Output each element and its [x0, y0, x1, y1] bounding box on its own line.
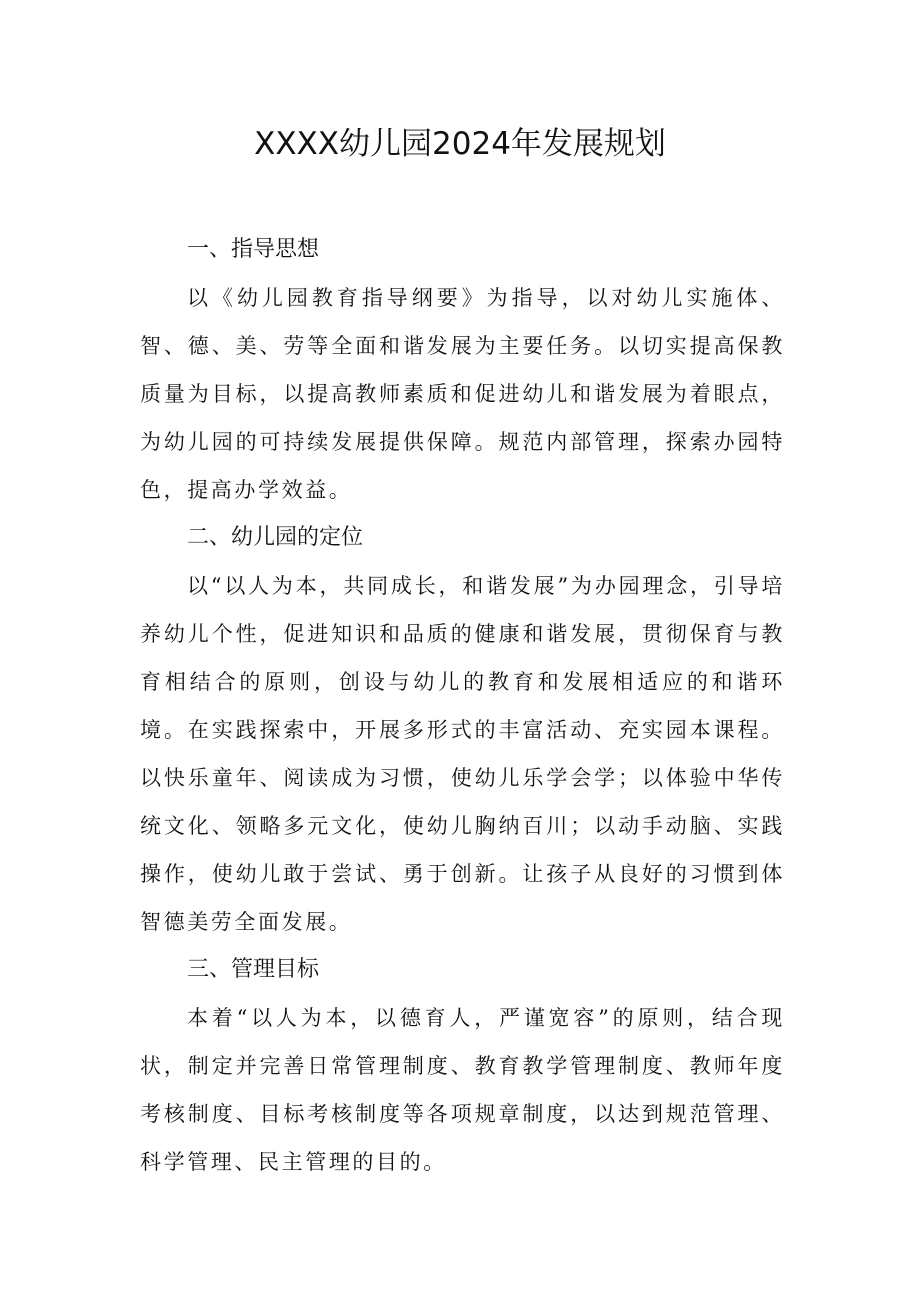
document-body [140, 226, 785, 1186]
section-management-goals [140, 946, 785, 1186]
section-positioning [140, 514, 785, 946]
section-paragraph: 以“以人为本，共同成长，和谐发展”为办园理念，引导培养幼儿个性，促进知识和品质的健康和谐发展，贯彻保育与教育相结合的原则，创设与幼儿的教育和发展相适应的和谐环境。在实践探索中，开展多形式的丰富活动、充实园本课程。以快乐童年、阅读成为习惯，使幼儿乐学会学；以体验中华传统文化、领略多元文化，使幼儿胸纳百川；以动手动脑、实践操作，使幼儿敢于尝试、勇于创新。让孩子从良好的习惯到体智德美劳全面发展。 [140, 574, 785, 934]
section-heading: 三、管理目标 [187, 957, 320, 982]
section-paragraph: 本着“以人为本，以德育人，严谨宽容”的原则，结合现状，制定并完善日常管理制度、教育教学管理制度、教师年度考核制度、目标考核制度等各项规章制度，以达到规范管理、科学管理、民主管理的目的。 [140, 1006, 785, 1174]
section-paragraph: 以《幼儿园教育指导纲要》为指导，以对幼儿实施体、智、德、美、劳等全面和谐发展为主要任务。以切实提高保教质量为目标，以提高教师素质和促进幼儿和谐发展为着眼点，为幼儿园的可持续发展提供保障。规范内部管理，探索办园特色，提高办学效益。 [140, 286, 785, 502]
document-title: XXXX幼儿园2024年发展规划 [254, 126, 666, 162]
section-guiding-ideology [140, 226, 785, 514]
section-heading: 一、指导思想 [187, 237, 320, 262]
section-heading: 二、幼儿园的定位 [187, 525, 364, 550]
